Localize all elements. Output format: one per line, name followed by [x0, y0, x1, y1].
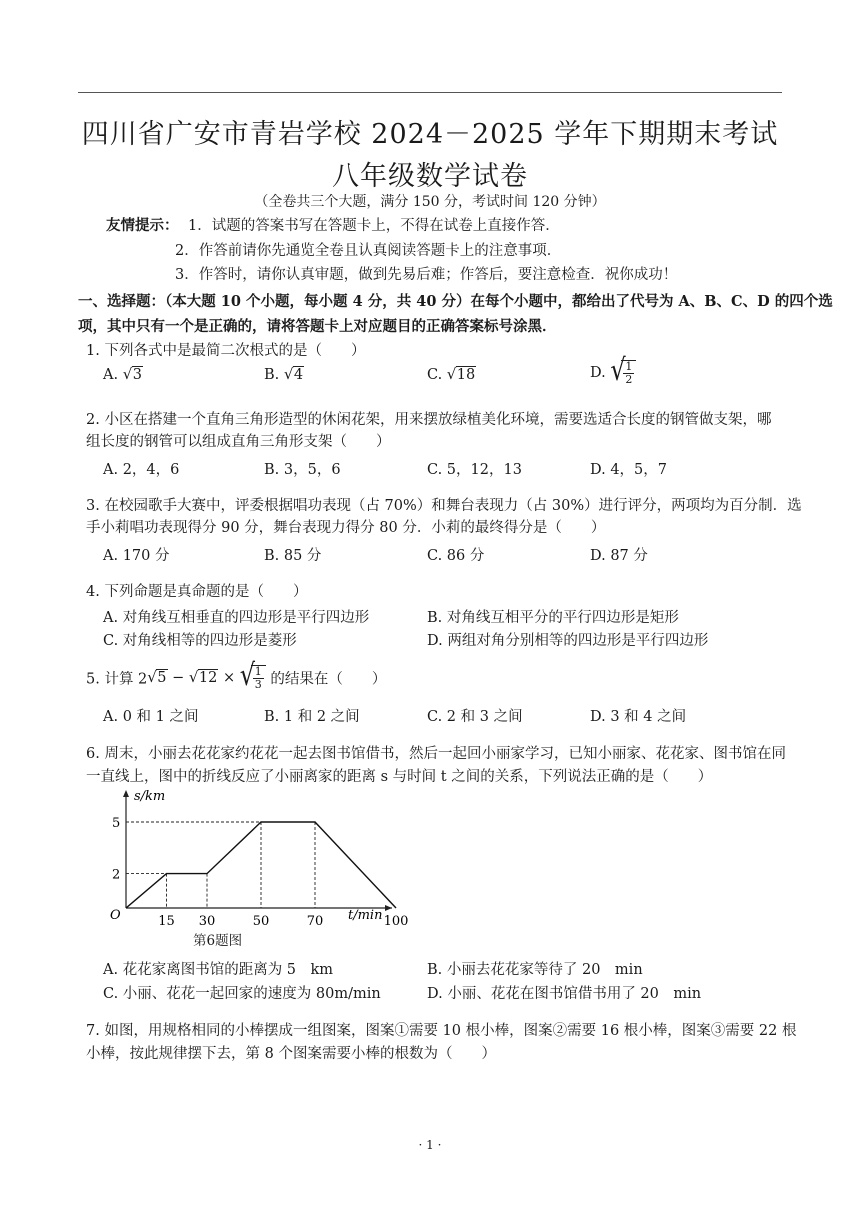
x-axis-label: t/min: [348, 908, 383, 923]
q2-option-d: D. 4，5，7: [590, 462, 668, 478]
tip-item: 2．作答前请你先通览全卷且认真阅读答题卡上的注意事项．: [175, 243, 562, 259]
q1-option-c: C. √ 18: [427, 365, 476, 383]
q4-option-b: B. 对角线互相平分的平行四边形是矩形: [427, 610, 679, 626]
q5-option-d: D. 3 和 4 之间: [590, 709, 687, 725]
q4-option-a: A. 对角线互相垂直的四边形是平行四边形: [103, 610, 370, 626]
page-number: · 1 ·: [418, 1138, 442, 1152]
q3-option-a: A. 170 分: [103, 548, 170, 564]
figure-caption: 第6题图: [193, 933, 243, 949]
question-4-stem: 4. 下列命题是真命题的是（ ）: [86, 584, 308, 600]
question-7-line: 小棒，按此规律摆下去，第 8 个图案需要小棒的根数为（ ）: [86, 1046, 496, 1062]
q6-option-a: A. 花花家离图书馆的距离为 5 km: [103, 962, 334, 978]
y-tick-label: 5: [112, 816, 121, 831]
q5-option-a: A. 0 和 1 之间: [103, 709, 199, 725]
tip-item: 1．试题的答案书写在答题卡上，不得在试卷上直接作答．: [188, 218, 560, 234]
q2-option-b: B. 3，5，6: [264, 462, 341, 478]
q3-option-b: B. 85 分: [264, 548, 322, 564]
q5-option-c: C. 2 和 3 之间: [427, 709, 523, 725]
q6-option-c: C. 小丽、花花一起回家的速度为 80m/min: [103, 986, 381, 1002]
q1-option-a: A. √ 3: [103, 365, 142, 383]
q6-option-b: B. 小丽去花花家等待了 20 min: [427, 962, 643, 978]
section-heading: 项，其中只有一个是正确的，请将答题卡上对应题目的正确答案标号涂黑．: [78, 318, 557, 335]
tips-label: 友情提示：: [106, 217, 179, 234]
question-2-line: 2. 小区在搭建一个直角三角形造型的休闲花架，用来摆放绿植美化环境，需要选适合长度的钢管做支架，哪: [86, 412, 772, 428]
x-tick-label: 30: [198, 914, 216, 929]
exam-subtitle: 八年级数学试卷: [332, 161, 528, 192]
y-tick-label: 2: [112, 867, 121, 883]
question-2-line: 组长度的钢管可以组成直角三角形支架（ ）: [86, 434, 391, 450]
question-6-line: 6. 周末，小丽去花花家约花花一起去图书馆借书，然后一起回小丽家学习，已知小丽家、花花家、图书馆在同: [86, 746, 786, 762]
origin-label: O: [110, 908, 121, 923]
distance-time-chart: [100, 786, 409, 929]
q4-option-c: C. 对角线相等的四边形是菱形: [103, 633, 297, 649]
q5-option-b: B. 1 和 2 之间: [264, 709, 360, 725]
x-tick-label: 50: [252, 914, 270, 929]
exam-title: 四川省广安市青岩学校 2024－2025 学年下期期末考试: [81, 119, 779, 150]
question-1-stem: 1. 下列各式中是最简二次根式的是（ ）: [86, 343, 366, 359]
q4-option-d: D. 两组对角分别相等的四边形是平行四边形: [427, 633, 709, 649]
x-tick-label: 15: [158, 914, 175, 929]
question-5-stem: 5. 计算 2 √ 5 − √ 12 × √ $\frac{1}{3}$ 的结果在（ ）: [86, 657, 387, 693]
question-7-line: 7. 如图，用规格相同的小棒摆成一组图案，图案①需要 10 根小棒，图案②需要 16 根小棒，图案③需要 22 根: [86, 1023, 797, 1039]
x-axis-arrow: [385, 905, 392, 911]
question-6-line: 一直线上，图中的折线反应了小丽离家的距离 s 与时间 t 之间的关系，下列说法正确的是（ ）: [86, 769, 713, 785]
q3-option-d: D. 87 分: [590, 548, 648, 564]
q3-option-c: C. 86 分: [427, 548, 485, 564]
exam-info: （全卷共三个大题，满分 150 分，考试时间 120 分钟）: [254, 194, 606, 210]
y-axis-arrow: [123, 790, 129, 797]
question-3-line: 手小莉唱功表现得分 90 分，舞台表现力得分 80 分．小莉的最终得分是（ ）: [86, 520, 606, 536]
top-rule: [78, 92, 782, 93]
x-tick-label: 70: [306, 914, 324, 929]
q6-option-d: D. 小丽、花花在图书馆借书用了 20 min: [427, 986, 702, 1002]
q2-option-c: C. 5，12，13: [427, 462, 522, 478]
y-axis-label: s/km: [134, 789, 166, 804]
q2-option-a: A. 2，4，6: [103, 462, 180, 478]
question-3-line: 3. 在校园歌手大赛中，评委根据唱功表现（占 70%）和舞台表现力（占 30%）进行评分，两项均为百分制．选: [86, 498, 802, 514]
tip-item: 3．作答时，请你认真审题，做到先易后难；作答后，要注意检查．祝你成功！: [175, 267, 678, 283]
x-tick-label: 100: [383, 914, 409, 929]
section-heading: 一、选择题：（本大题 10 个小题，每小题 4 分，共 40 分）在每个小题中，都给出了代号为 A、B、C、D 的四个选: [78, 293, 833, 310]
q1-option-b: B. √ 4: [264, 365, 304, 383]
q1-option-d: D. √ $\frac{1}{2}$: [590, 360, 636, 386]
